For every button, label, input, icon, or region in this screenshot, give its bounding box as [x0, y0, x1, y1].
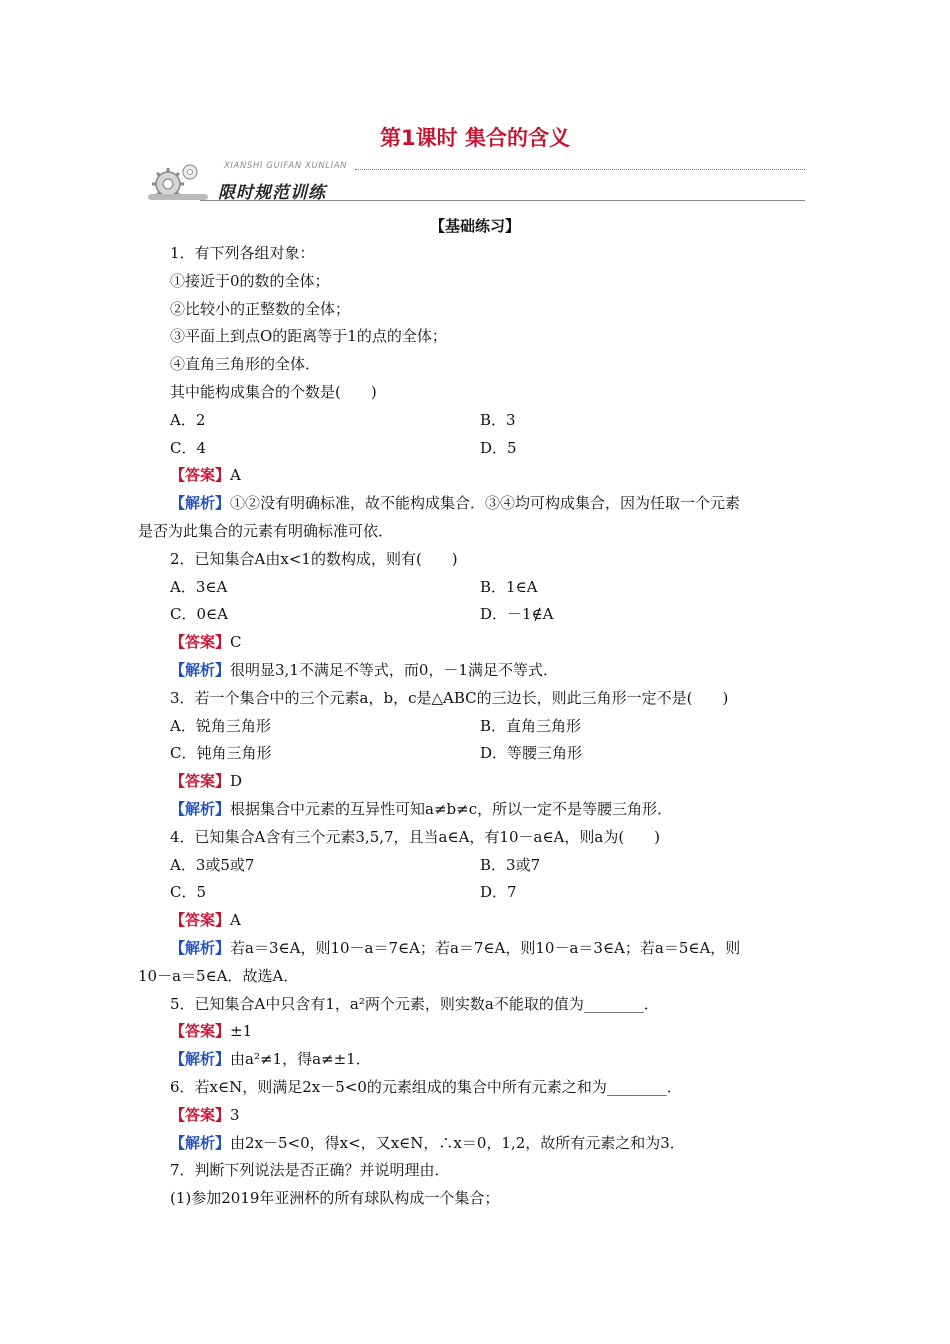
- options-row: [138, 601, 818, 629]
- option-a: A．2: [170, 410, 206, 429]
- options-row: [138, 713, 818, 741]
- analysis-tag: 【解析】: [170, 938, 231, 957]
- option-b: B．1∈A: [480, 577, 538, 596]
- answer-line: [138, 1102, 818, 1130]
- question-1-item: ④直角三角形的全体．: [170, 355, 321, 374]
- answer-tag: 【答案】: [170, 911, 231, 930]
- answer-tag: 【答案】: [170, 1022, 231, 1041]
- answer-value: ±1: [230, 1022, 253, 1041]
- banner-rule: [200, 200, 805, 201]
- question-5-stem: 5．已知集合A中只含有1，a²两个元素，则实数a不能取的值为________．: [170, 994, 659, 1013]
- question-1-item: ①接近于0的数的全体；: [170, 271, 330, 290]
- analysis-line: [138, 796, 818, 824]
- question-7-stem: 7．判断下列说法是否正确？并说明理由．: [170, 1161, 450, 1180]
- analysis-tag: 【解析】: [170, 660, 231, 679]
- analysis-text: ①②没有明确标准，故不能构成集合．③④均可构成集合，因为任取一个元素: [230, 494, 741, 513]
- option-c: C．4: [170, 438, 207, 457]
- option-b: B．直角三角形: [480, 716, 582, 735]
- section-banner: [140, 158, 805, 206]
- question-1-ask: 其中能构成集合的个数是( ): [170, 382, 377, 401]
- analysis-tag: 【解析】: [170, 1133, 231, 1152]
- analysis-continuation: 10－a＝5∈A．故选A．: [138, 966, 299, 985]
- analysis-text: 若a＝3∈A，则10－a＝7∈A；若a＝7∈A，则10－a＝3∈A；若a＝5∈A，则: [230, 938, 741, 957]
- answer-line: [138, 907, 818, 935]
- analysis-tag: 【解析】: [170, 799, 231, 818]
- banner-dotted-rule: [355, 169, 805, 170]
- analysis-line: [138, 1046, 818, 1074]
- analysis-continuation: 是否为此集合的元素有明确标准可依．: [138, 521, 394, 540]
- option-b: B．3或7: [480, 855, 541, 874]
- analysis-text: 根据集合中元素的互异性可知a≠b≠c，所以一定不是等腰三角形．: [230, 799, 673, 818]
- answer-value: D: [230, 772, 243, 791]
- option-a: A．3∈A: [170, 577, 228, 596]
- analysis-line: [138, 657, 818, 685]
- analysis-text: 由2x－5<0，得x<，又x∈N，∴x＝0，1,2，故所有元素之和为3．: [230, 1133, 685, 1152]
- answer-tag: 【答案】: [170, 466, 231, 485]
- analysis-line: [138, 490, 818, 518]
- option-d: D．7: [480, 883, 517, 902]
- option-a: A．锐角三角形: [170, 716, 271, 735]
- answer-line: [138, 629, 818, 657]
- option-c: C．5: [170, 883, 207, 902]
- answer-value: 3: [230, 1105, 240, 1124]
- option-a: A．3或5或7: [170, 855, 255, 874]
- analysis-line: [138, 935, 818, 963]
- option-b: B．3: [480, 410, 516, 429]
- answer-line: [138, 1018, 818, 1046]
- answer-tag: 【答案】: [170, 1105, 231, 1124]
- option-d: D．等腰三角形: [480, 744, 583, 763]
- question-3-stem: 3．若一个集合中的三个元素a，b，c是△ABC的三边长，则此三角形一定不是( ): [170, 688, 729, 707]
- question-1-item: ②比较小的正整数的全体；: [170, 299, 351, 318]
- options-row: [138, 852, 818, 880]
- analysis-text: 由a²≠1，得a≠±1．: [230, 1050, 371, 1069]
- answer-line: [138, 768, 818, 796]
- question-7-item: (1)参加2019年亚洲杯的所有球队构成一个集合；: [170, 1189, 500, 1208]
- analysis-line: [138, 1130, 818, 1158]
- gears-icon: [140, 158, 220, 204]
- question-4-stem: 4．已知集合A含有三个元素3,5,7，且当a∈A，有10－a∈A，则a为( ): [170, 827, 661, 846]
- options-row: [138, 407, 818, 435]
- option-c: C．0∈A: [170, 605, 228, 624]
- analysis-tag: 【解析】: [170, 494, 231, 513]
- option-d: D．5: [480, 438, 517, 457]
- banner-subtitle: XIANSHI GUIFAN XUNLIAN: [224, 161, 348, 171]
- section-heading: 【基础练习】: [429, 217, 520, 235]
- options-row: [138, 740, 818, 768]
- exercise-content: [138, 240, 818, 1213]
- analysis-tag: 【解析】: [170, 1050, 231, 1069]
- question-2-stem: 2．已知集合A由x<1的数构成，则有( ): [170, 549, 458, 568]
- answer-tag: 【答案】: [170, 772, 231, 791]
- answer-value: A: [230, 911, 241, 930]
- question-1-stem: 1．有下列各组对象：: [170, 244, 315, 262]
- answer-value: A: [230, 466, 241, 485]
- page-title: 第1课时 集合的含义: [380, 126, 570, 150]
- answer-tag: 【答案】: [170, 633, 231, 652]
- option-d: D．－1∉A: [480, 605, 554, 624]
- banner-title: 限时规范训练: [218, 183, 326, 203]
- options-row: [138, 574, 818, 602]
- question-6-stem: 6．若x∈N，则满足2x－5<0的元素组成的集合中所有元素之和为________．: [170, 1077, 682, 1096]
- option-c: C．钝角三角形: [170, 744, 272, 763]
- analysis-text: 很明显3,1不满足不等式，而0，－1满足不等式．: [230, 660, 558, 679]
- options-row: [138, 879, 818, 907]
- answer-value: C: [230, 633, 242, 652]
- question-1-item: ③平面上到点O的距离等于1的点的全体；: [170, 327, 447, 346]
- options-row: [138, 435, 818, 463]
- answer-line: [138, 462, 818, 490]
